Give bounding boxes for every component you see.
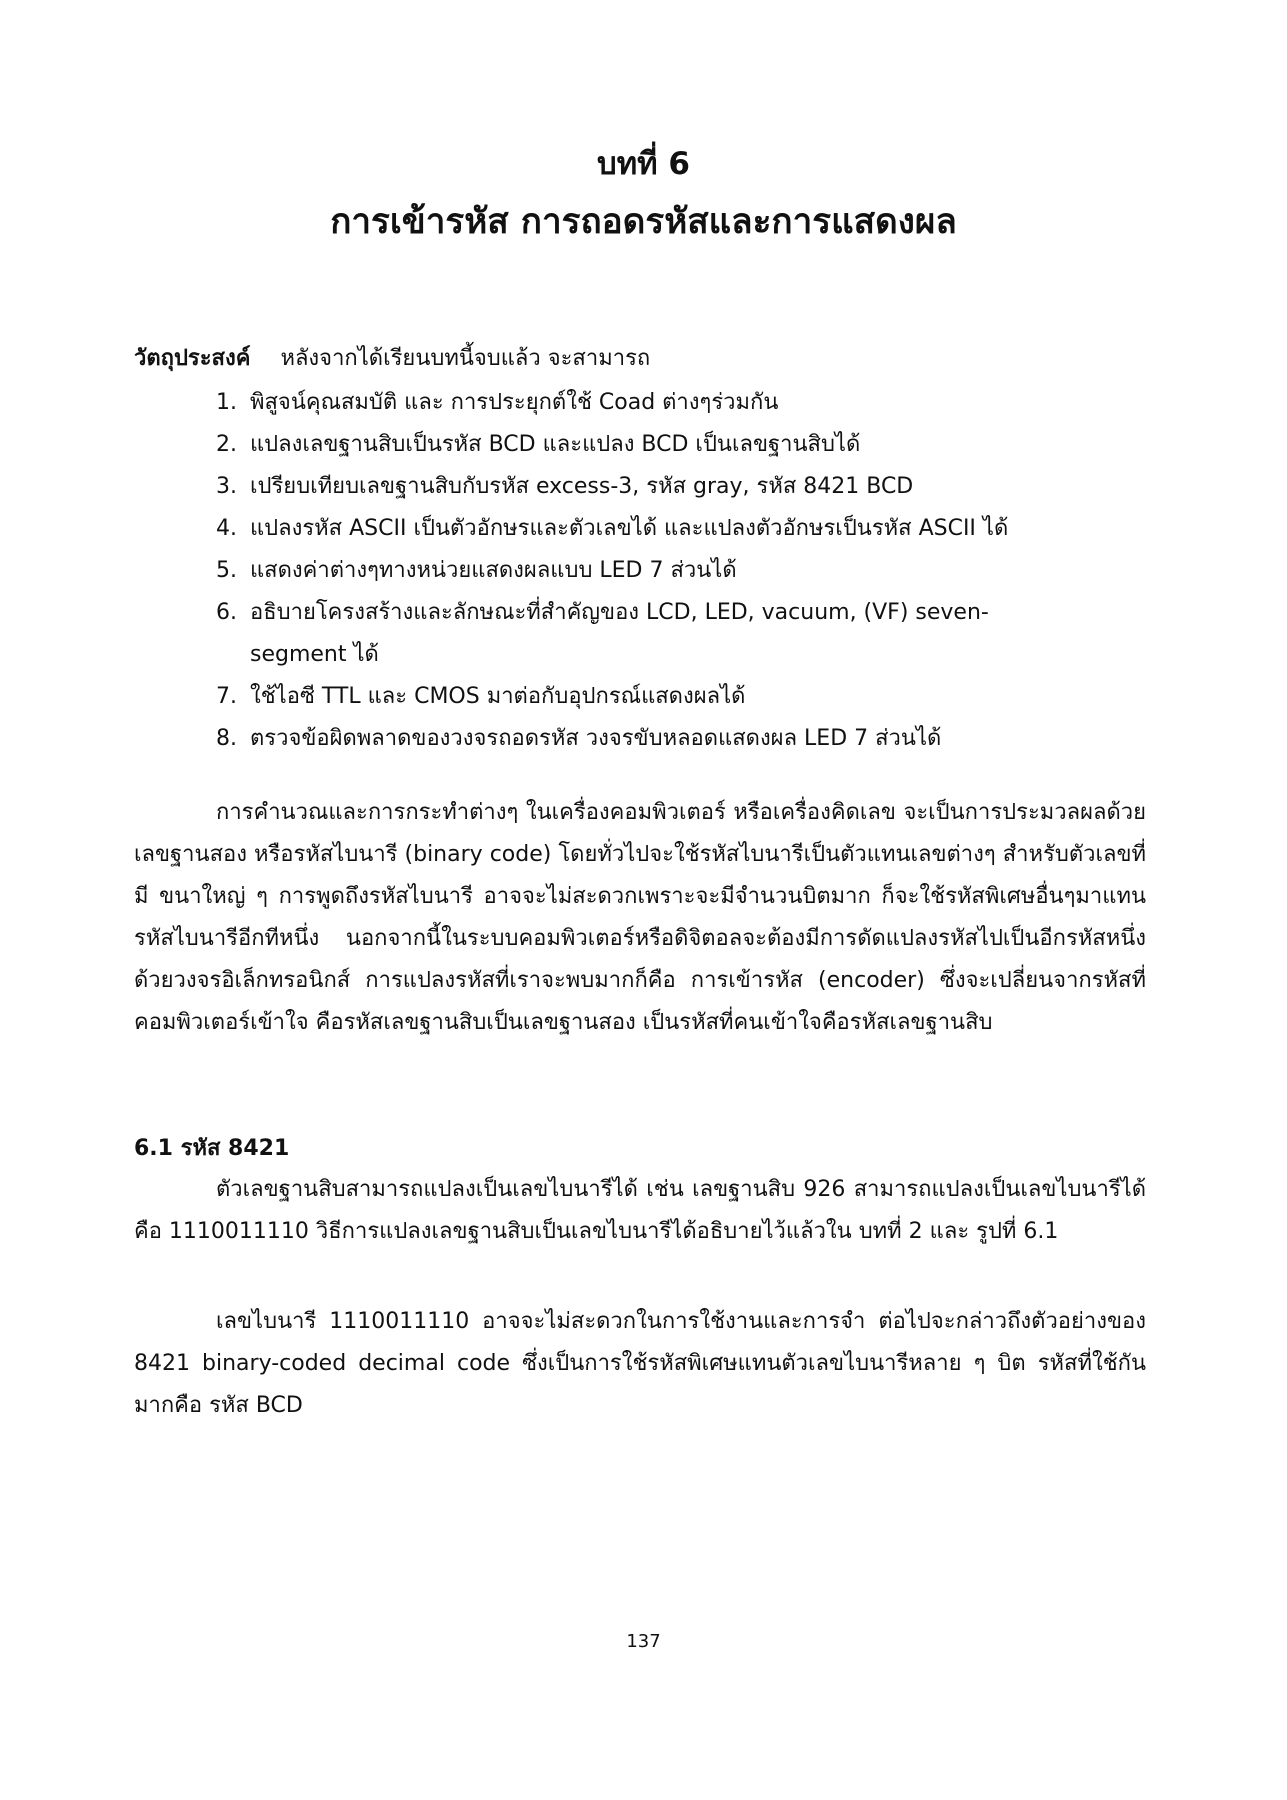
objectives-intro: หลังจากได้เรียนบทนี้จบแล้ว จะสามารถ [280, 346, 651, 371]
objectives-list [216, 382, 1030, 760]
objectives-heading [134, 340, 650, 375]
intro-paragraph: การคำนวณและการกระทำต่างๆ ในเครื่องคอมพิวเตอร์ หรือเครื่องคิดเลข จะเป็นการประมวลผลด้วยเลขฐานสอง หรือรหัสไบนารี (binary code) โดยทั่วไปจะใช้รหัสไบนารีเป็นตัวแทนเลขต่างๆ สำหรับตัวเลขที่มี ขนาใหญ่ ๆ การพูดถึงรหัสไบนารี อาจจะไม่สะดวกเพราะจะมีจำนวนบิตมาก ก็จะใช้รหัสพิเศษอื่นๆมาแทนรหัสไบนารีอีกทีหนึ่ง นอกจากนี้ในระบบคอมพิวเตอร์หรือดิจิตอลจะต้องมีการดัดแปลงรหัสไปเป็นอีกรหัสหนึ่งด้วยวงจรอิเล็กทรอนิกส์ การแปลงรหัสที่เราจะพบมากก็คือ การเข้ารหัส (encoder) ซึ่งจะเปลี่ยนจากรหัสที่คอมพิวเตอร์เข้าใจ คือรหัสเลขฐานสิบเป็นเลขฐานสอง เป็นรหัสที่คนเข้าใจคือรหัสเลขฐานสิบ [134, 800, 1146, 1035]
objective-item: 3. เปรียบเทียบเลขฐานสิบกับรหัส excess-3, รหัส gray, รหัส 8421 BCD [216, 474, 914, 499]
chapter-title: การเข้ารหัส การถอดรหัสและการแสดงผล [330, 202, 957, 242]
page-number: 137 [626, 1631, 661, 1652]
objective-item: 6. อธิบายโครงสร้างและลักษณะที่สำคัญของ LCD, LED, vacuum, (VF) seven-segment ได้ [216, 600, 989, 667]
section-8421-paragraph-2: เลขไบนารี 1110011110 อาจจะไม่สะดวกในการใช้งานและการจำ ต่อไปจะกล่าวถึงตัวอย่างของ 8421 binary-coded decimal code ซึ่งเป็นการใช้รหัสพิเศษแทนตัวเลขไบนารีหลาย ๆ บิต รหัสที่ใช้กันมากคือ รหัส BCD [134, 1309, 1146, 1418]
section-8421-paragraph-1: ตัวเลขฐานสิบสามารถแปลงเป็นเลขไบนารีได้ เช่น เลขฐานสิบ 926 สามารถแปลงเป็นเลขไบนารีได้คือ 1110011110 วิธีการแปลงเลขฐานสิบเป็นเลขไบนารีได้อธิบายไว้แล้วใน บทที่ 2 และ รูปที่ 6.1 [134, 1177, 1146, 1244]
objective-item: 8. ตรวจข้อผิดพลาดของวงจรถอดรหัส วงจรขับหลอดแสดงผล LED 7 ส่วนได้ [216, 726, 942, 751]
objective-item: 1. พิสูจน์คุณสมบัติ และ การประยุกต์ใช้ Coad ต่างๆร่วมกัน [216, 390, 779, 415]
objective-item: 5. แสดงค่าต่างๆทางหน่วยแสดงผลแบบ LED 7 ส่วนได้ [216, 558, 737, 583]
section-heading-8421: 6.1 รหัส 8421 [134, 1136, 290, 1161]
objective-item: 4. แปลงรหัส ASCII เป็นตัวอักษรและตัวเลขได้ และแปลงตัวอักษรเป็นรหัส ASCII ได้ [216, 516, 1009, 541]
objectives-label: วัตถุประสงค์ [134, 346, 251, 371]
objective-item: 2. แปลงเลขฐานสิบเป็นรหัส BCD และแปลง BCD เป็นเลขฐานสิบได้ [216, 432, 861, 457]
objective-item: 7. ใช้ไอซี TTL และ CMOS มาต่อกับอุปกรณ์แสดงผลได้ [216, 684, 746, 709]
chapter-number: บทที่ 6 [597, 146, 690, 182]
